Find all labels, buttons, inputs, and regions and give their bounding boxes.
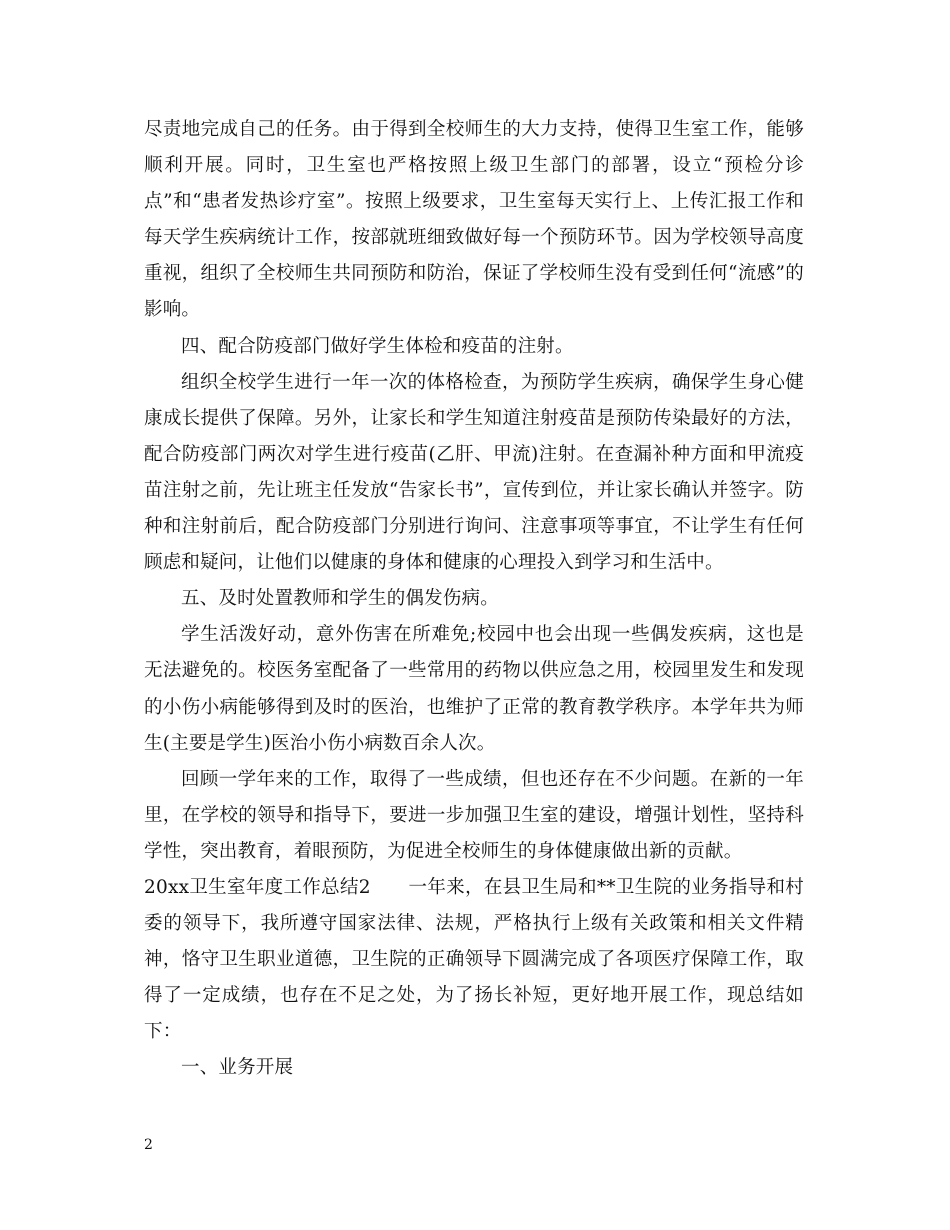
section-heading-one: 一、业务开展 bbox=[181, 1057, 294, 1079]
section-heading-five: 五、及时处置教师和学生的偶发伤病。 bbox=[181, 588, 499, 610]
document-body bbox=[144, 112, 804, 1087]
section-heading-four: 四、配合防疫部门做好学生体检和疫苗的注射。 bbox=[181, 335, 574, 357]
paragraph-continuation: 尽责地完成自己的任务。由于得到全校师生的大力支持，使得卫生室工作，能够顺利开展。同时，卫生室也严格按照上级卫生部门的部署，设立“预检分诊点”和“患者发热诊疗室”。按照上级要求，卫生室每天实行上、上传汇报工作和每天学生疾病统计工作，按部就班细致做好每一个预防环节。因为学校领导高度重视，组织了全校师生共同预防和防治，保证了学校师生没有受到任何“流感”的影响。 bbox=[144, 119, 804, 321]
paragraph-injury-handling: 学生活泼好动，意外伤害在所难免;校园中也会出现一些偶发疾病，这也是无法避免的。校医务室配备了一些常用的药物以供应急之用，校园里发生和发现的小伤小病能够得到及时的医治，也维护了正常的教育教学秩序。本学年共为师生(主要是学生)医治小伤小病数百余人次。 bbox=[144, 624, 804, 754]
page-number: 2 bbox=[144, 1137, 153, 1153]
paragraph-summary-two: 20xx卫生室年度工作总结2 一年来，在县卫生局和**卫生院的业务指导和村委的领导下，我所遵守国家法律、法规，严格执行上级有关政策和相关文件精神，恪守卫生职业道德，卫生院的正确领导下圆满完成了各项医疗保障工作，取得了一定成绩，也存在不足之处，为了扬长补短，更好地开展工作，现总结如下： bbox=[144, 876, 804, 1043]
paragraph-review: 回顾一学年来的工作，取得了一些成绩，但也还存在不少问题。在新的一年里，在学校的领导和指导下，要进一步加强卫生室的建设，增强计划性，坚持科学性，突出教育，着眼预防，为促进全校师生的身体健康做出新的贡献。 bbox=[144, 768, 804, 862]
paragraph-health-checkup: 组织全校学生进行一年一次的体格检查，为预防学生疾病，确保学生身心健康成长提供了保障。另外，让家长和学生知道注射疫苗是预防传染最好的方法，配合防疫部门两次对学生进行疫苗(乙肝、甲流)注射。在查漏补种方面和甲流疫苗注射之前，先让班主任发放“告家长书”，宣传到位，并让家长确认并签字。防种和注射前后，配合防疫部门分别进行询问、注意事项等事宜，不让学生有任何顾虑和疑问，让他们以健康的身体和健康的心理投入到学习和生活中。 bbox=[144, 371, 804, 574]
